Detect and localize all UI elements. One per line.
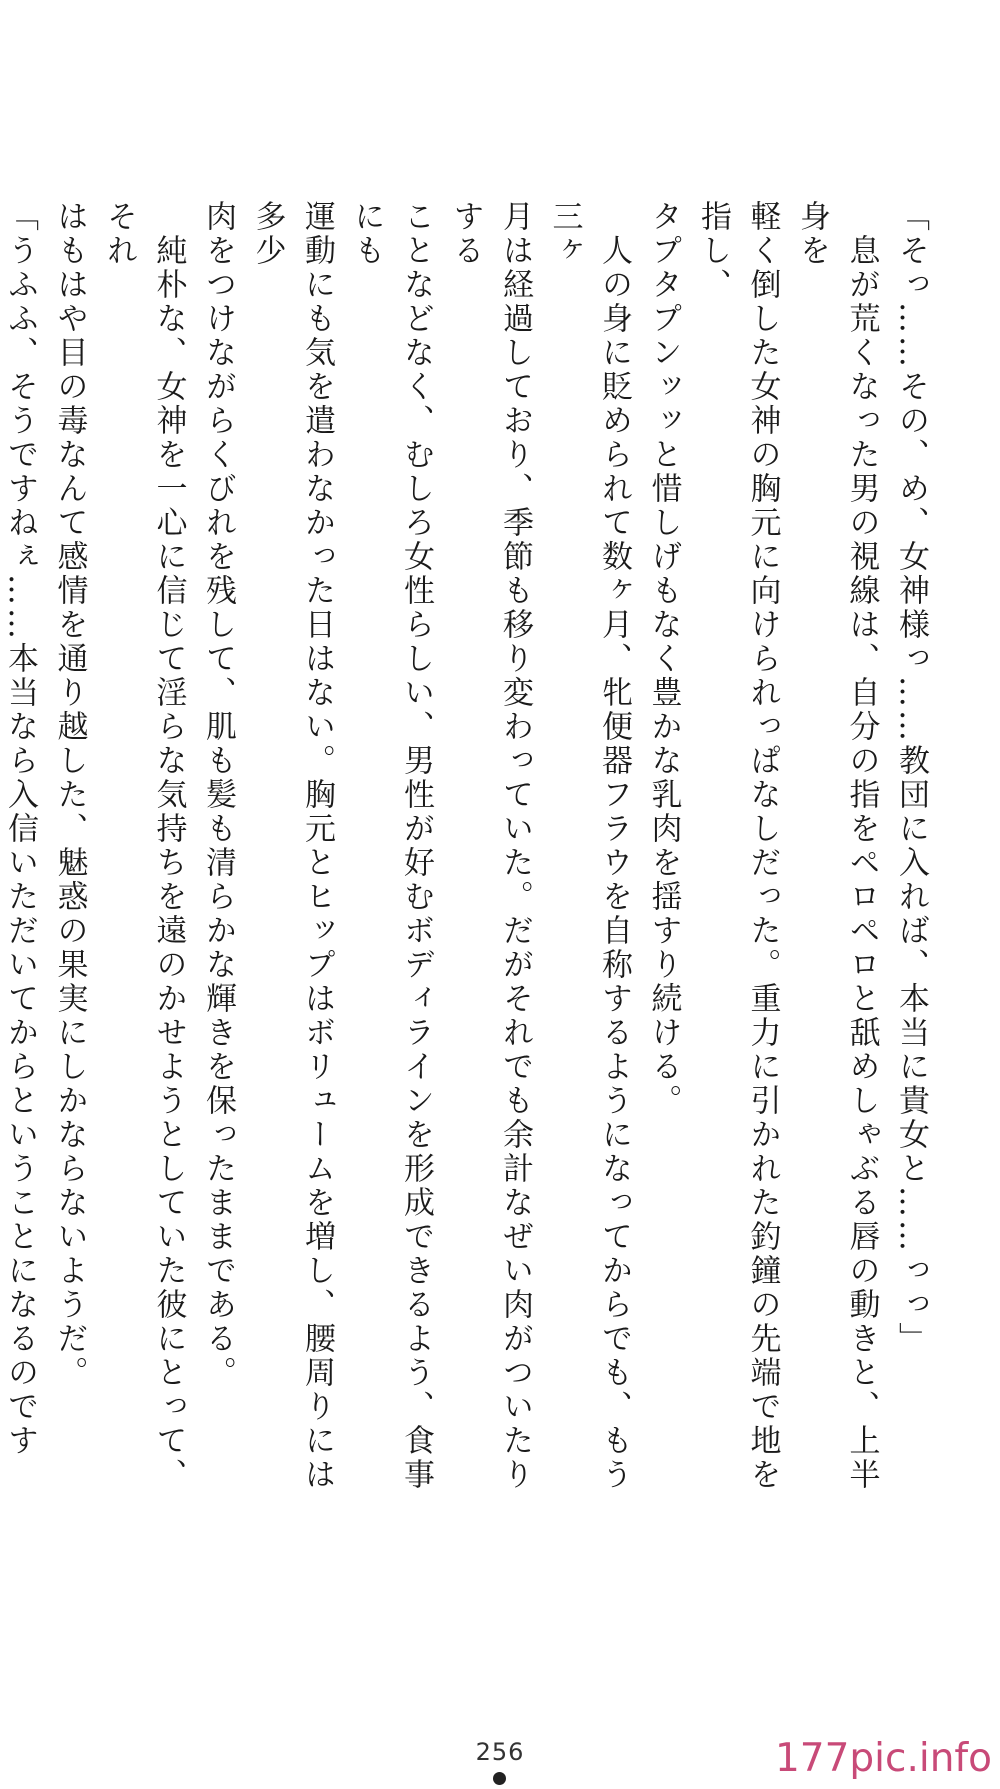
text-line: 「うふふ、そうですねぇ……本当なら入信いただいてからということになるのです bbox=[2, 200, 38, 1458]
vertical-text-block bbox=[2, 200, 935, 1520]
text-line: 人の身に貶められて数ヶ月、牝便器フラウを自称するようになってからでも、もう三ヶ bbox=[546, 200, 632, 1492]
text-line: 息が荒くなった男の視線は、自分の指をペロペロと舐めしゃぶる唇の動きと、上半身を bbox=[794, 200, 880, 1492]
text-line: 「そっ……その、め、女神様っ……教団に入れば、本当に貴女と……っっ」 bbox=[893, 200, 929, 1356]
watermark-text: 177pic.info bbox=[774, 1736, 992, 1781]
text-line: ことなどなく、むしろ女性らしい、男性が好むボディラインを形成できるよう、食事にも bbox=[348, 200, 434, 1492]
text-line: 肉をつけながらくびれを残して、肌も髪も清らかな輝きを保ったままである。 bbox=[200, 200, 236, 1390]
text-line: 軽く倒した女神の胸元に向けられっぱなしだった。重力に引かれた釣鐘の先端で地を指し、 bbox=[695, 200, 781, 1492]
text-line: 運動にも気を遣わなかった日はない。胸元とヒップはボリュームを増し、腰周りには多少 bbox=[249, 200, 335, 1492]
page-number: 256 bbox=[475, 1738, 525, 1766]
text-line: はもはや目の毒なんて感情を通り越した、魅惑の果実にしかならないようだ。 bbox=[51, 200, 88, 1390]
text-line: タプタプンッッと惜しげもなく豊かな乳肉を揺すり続ける。 bbox=[645, 200, 682, 1118]
page-marker-dot bbox=[493, 1772, 506, 1785]
text-line: 純朴な、女神を一心に信じて淫らな気持ちを遠のかせようとしていた彼にとって、それ bbox=[101, 200, 187, 1492]
text-line: 月は経過しており、季節も移り変わっていた。だがそれでも余計なぜい肉がついたりする bbox=[447, 200, 533, 1492]
